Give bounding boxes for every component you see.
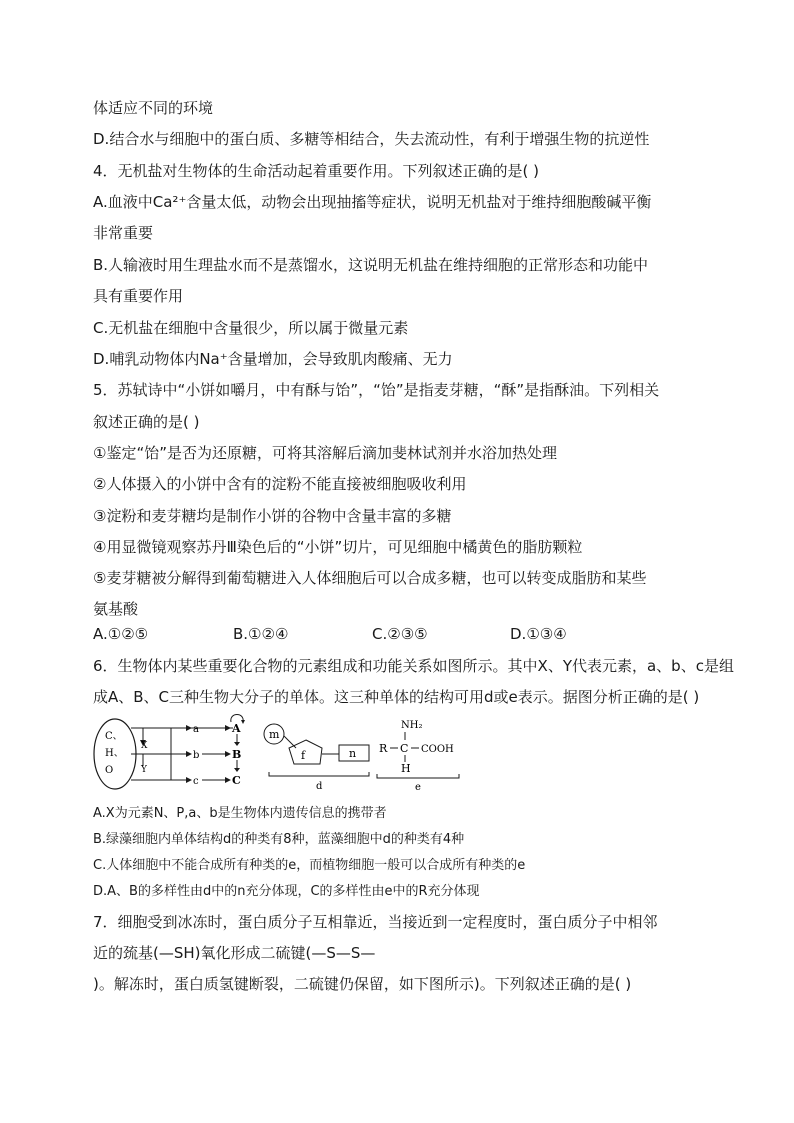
element-c: C、 [105, 731, 123, 742]
q6-option-b: B.绿藻细胞内单体结构d的种类有8种，蓝藻细胞中d的种类有4种 [93, 832, 465, 847]
q3-option-d: D.结合水与细胞中的蛋白质、多糖等相结合，失去流动性，有利于增强生物的抗逆性 [93, 130, 650, 148]
q5-statement-5-cont: 氨基酸 [93, 600, 139, 618]
q7-stem-cont: 近的巯基(—SH)氧化形成二硫键(—S—S— [93, 944, 376, 962]
macromolecule-b: B [232, 748, 242, 761]
q5-statement-1: ①鉴定“饴”是否为还原糖，可将其溶解后滴加斐林试剂并水浴加热处理 [93, 444, 557, 462]
monomer-c: c [193, 776, 199, 787]
q4-option-b-cont: 具有重要作用 [93, 287, 184, 305]
q6-option-d: D.A、B的多样性由d中的n充分体现，C的多样性由e中的R充分体现 [93, 884, 480, 899]
q7-stem: 7．细胞受到冰冻时，蛋白质分子互相靠近，当接近到一定程度时，蛋白质分子中相邻 [93, 913, 658, 931]
q5-stem: 5．苏轼诗中“小饼如嚼月，中有酥与饴”，“饴”是指麦芽糖，“酥”是指酥油。下列相关 [93, 381, 660, 399]
q5-statement-3: ③淀粉和麦芽糖均是制作小饼的谷物中含量丰富的多糖 [93, 507, 452, 525]
q5-stem-cont: 叙述正确的是( ) [93, 413, 200, 431]
monomer-a: a [193, 724, 199, 735]
macromolecule-c: C [232, 774, 241, 787]
d-part-f-label: f [301, 749, 306, 762]
y-label: Y [141, 765, 147, 775]
q5-option-c: C.②③⑤ [372, 625, 428, 643]
q5-option-a: A.①②⑤ [93, 625, 149, 643]
q6-stem-cont: 成A、B、C三种生物大分子的单体。这三种单体的结构可用d或e表示。据图分析正确的是( ) [93, 688, 700, 706]
d-part-f [289, 740, 322, 764]
e-cooh: COOH [421, 744, 454, 755]
d-part-m-label: m [269, 728, 280, 741]
e-nh2: NH₂ [401, 720, 423, 731]
q4-option-a-cont: 非常重要 [93, 224, 154, 242]
q7-stem-cont2: )。解冻时，蛋白质氢键断裂，二硫键仍保留，如下图所示)。下列叙述正确的是( ) [93, 975, 632, 993]
x-label: X [141, 741, 148, 751]
text-line: 体适应不同的环境 [93, 99, 214, 117]
macromolecule-a: A [232, 722, 241, 735]
q5-option-d: D.①③④ [510, 625, 567, 643]
q5-statement-5: ⑤麦芽糖被分解得到葡萄糖进入人体细胞后可以合成多糖，也可以转变成脂肪和某些 [93, 569, 647, 587]
e-label: e [415, 782, 421, 793]
q5-statement-2: ②人体摄入的小饼中含有的淀粉不能直接被细胞吸收利用 [93, 475, 467, 493]
d-label: d [316, 781, 323, 792]
q6-option-c: C.人体细胞中不能合成所有种类的e，而植物细胞一般可以合成所有种类的e [93, 858, 526, 873]
q4-option-d: D.哺乳动物体内Na⁺含量增加，会导致肌肉酸痛、无力 [93, 350, 453, 368]
e-c: C [400, 742, 409, 755]
q4-option-b: B.人输液时用生理盐水而不是蒸馏水，这说明无机盐在维持细胞的正常形态和功能中 [93, 256, 649, 274]
e-r: R [379, 742, 388, 755]
q4-stem: 4．无机盐对生物体的生命活动起着重要作用。下列叙述正确的是( ) [93, 162, 540, 180]
monomer-b: b [193, 750, 200, 761]
q5-statement-4: ④用显微镜观察苏丹Ⅲ染色后的“小饼”切片，可见细胞中橘黄色的脂肪颗粒 [93, 538, 583, 556]
e-h: H [401, 762, 411, 775]
q4-option-a: A.血液中Ca²⁺含量太低，动物会出现抽搐等症状，说明无机盐对于维持细胞酸碱平衡 [93, 193, 652, 211]
d-part-n-label: n [349, 747, 357, 760]
element-o: O [105, 765, 114, 776]
element-h: H、 [105, 748, 124, 759]
q5-option-b: B.①②④ [233, 625, 289, 643]
q6-figure [93, 714, 473, 794]
q4-option-c: C.无机盐在细胞中含量很少，所以属于微量元素 [93, 319, 409, 337]
q6-option-a: A.X为元素N、P,a、b是生物体内遗传信息的携带者 [93, 806, 387, 821]
q6-stem: 6．生物体内某些重要化合物的元素组成和功能关系如图所示。其中X、Y代表元素，a、b、c是组 [93, 657, 734, 675]
